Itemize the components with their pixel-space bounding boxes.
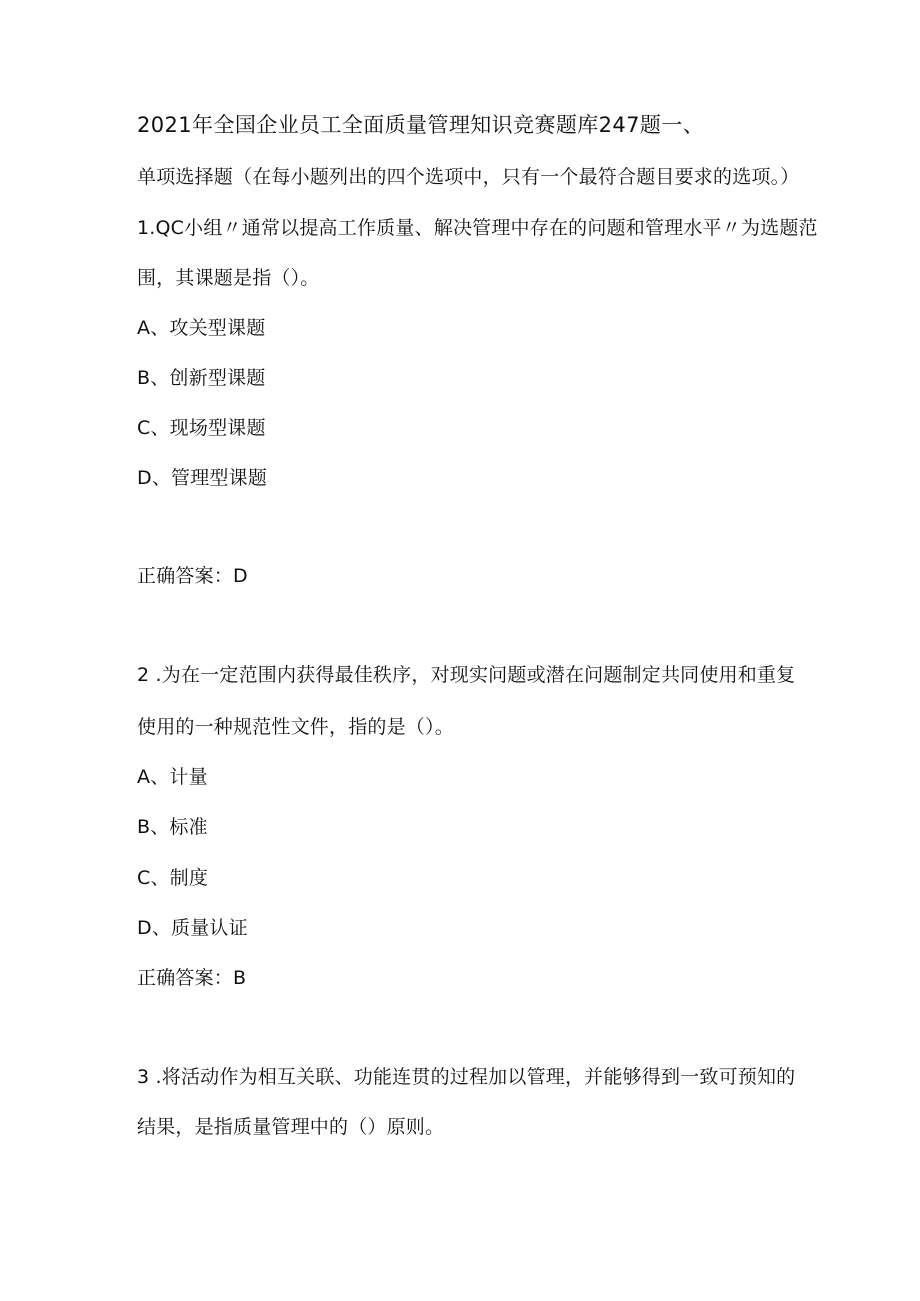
question-1-stem-line-2: 围，其课题是指（）。 xyxy=(137,267,320,289)
question-2-option-a: A、计量 xyxy=(137,766,208,788)
question-2-answer: 正确答案：B xyxy=(137,967,247,989)
document-title: 2021年全国企业员工全面质量管理知识竞赛题库247题一、 xyxy=(137,113,705,137)
question-1-option-c: C、现场型课题 xyxy=(137,417,266,439)
question-1-stem-line-1: 1.QC小组〃通常以提高工作质量、解决管理中存在的问题和管理水平〃为选题范 xyxy=(137,217,818,239)
question-2-option-b: B、标准 xyxy=(137,816,208,838)
question-2-option-c: C、制度 xyxy=(137,867,209,889)
question-3-stem-line-1: 3 .将活动作为相互关联、功能连贯的过程加以管理，并能够得到一致可预知的 xyxy=(137,1066,796,1088)
question-3-stem-line-2: 结果，是指质量管理中的（）原则。 xyxy=(137,1116,445,1138)
question-1-option-d: D、管理型课题 xyxy=(137,467,268,489)
question-2-stem-line-2: 使用的一种规范性文件，指的是（）。 xyxy=(137,716,454,738)
question-1-option-b: B、创新型课题 xyxy=(137,367,266,389)
question-1-option-a: A、攻关型课题 xyxy=(137,317,266,339)
question-1-answer: 正确答案：D xyxy=(137,565,248,587)
question-2-option-d: D、质量认证 xyxy=(137,917,248,939)
question-2-stem-line-1: 2 .为在一定范围内获得最佳秩序，对现实问题或潜在问题制定共同使用和重复 xyxy=(137,664,796,686)
section-heading: 单项选择题（在每小题列出的四个选项中，只有一个最符合题目要求的选项。） xyxy=(137,166,800,188)
